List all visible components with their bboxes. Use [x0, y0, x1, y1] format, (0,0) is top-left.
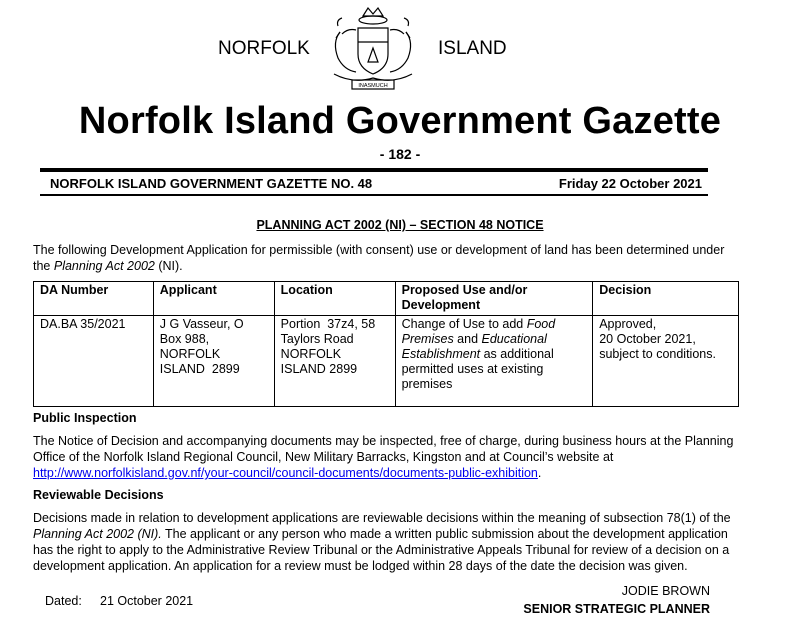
header-location: Location	[274, 282, 395, 316]
public-exhibition-link[interactable]: http://www.norfolkisland.gov.nf/your-council/council-documents/documents-public-exhibition	[33, 466, 538, 480]
header-applicant: Applicant	[153, 282, 274, 316]
table-header-row	[34, 282, 739, 316]
signatory-title: SENIOR STRATEGIC PLANNER	[523, 602, 710, 616]
reviewable-decisions-heading: Reviewable Decisions	[33, 488, 164, 502]
signatory-name: JODIE BROWN	[621, 584, 710, 598]
cell-da-number: DA.BA 35/2021	[34, 316, 154, 407]
gazette-number: NORFOLK ISLAND GOVERNMENT GAZETTE NO. 48	[50, 176, 373, 191]
public-inspection-paragraph: The Notice of Decision and accompanying documents may be inspected, free of charge, during business hours at the Planning Office of the Norfolk Island Regional Council, New Military Barracks, Kingston and at Council’s website at http://www.norfolkisland.gov.nf/your-council/council-documents/documents-public-exhibition.	[33, 434, 734, 480]
crest-motto: INASMUCH	[358, 83, 388, 89]
cell-proposed-use: Change of Use to add Food Premises and Educational Establishment as additional permitted uses at existing premises	[395, 316, 593, 407]
notice-title: PLANNING ACT 2002 (NI) – SECTION 48 NOTICE	[256, 218, 544, 232]
header-word-right: ISLAND	[438, 38, 507, 59]
public-inspection-heading: Public Inspection	[33, 411, 137, 425]
header-decision: Decision	[593, 282, 739, 316]
page-number: - 182 -	[379, 146, 421, 162]
gazette-date: Friday 22 October 2021	[558, 176, 702, 191]
bottom-rule	[40, 194, 708, 196]
gazette-title: Norfolk Island Government Gazette	[78, 100, 722, 142]
dated-label: Dated:	[45, 594, 82, 608]
header-da-number: DA Number	[34, 282, 154, 316]
reviewable-decisions-paragraph: Decisions made in relation to development applications are reviewable decisions within the meaning of subsection 78(1) of the Planning Act 2002 (NI). The applicant or any person who made a written public submission about the development application has the right to apply to the Administrative Review Tribunal or the Administrative Appeals Tribunal for review of a decision on a development application. An application for a review must be lodged within 28 days of the date the decision was given.	[33, 511, 731, 573]
header-word-left: NORFOLK	[218, 38, 310, 59]
header-proposed-use: Proposed Use and/or Development	[395, 282, 593, 316]
cell-applicant: J G Vasseur, O Box 988, NORFOLK ISLAND 2899	[153, 316, 274, 407]
development-application-table	[33, 281, 739, 407]
intro-paragraph: The following Development Application for permissible (with consent) use or development of land has been determined under the Planning Act 2002 (NI).	[33, 243, 725, 273]
cell-decision: Approved, 20 October 2021, subject to conditions.	[593, 316, 739, 407]
dated-value: 21 October 2021	[100, 594, 194, 608]
cell-location: Portion 37z4, 58 Taylors Road NORFOLK ISLAND 2899	[274, 316, 395, 407]
top-rule	[40, 168, 708, 172]
table-row	[34, 316, 739, 407]
coat-of-arms-crest	[318, 2, 428, 96]
